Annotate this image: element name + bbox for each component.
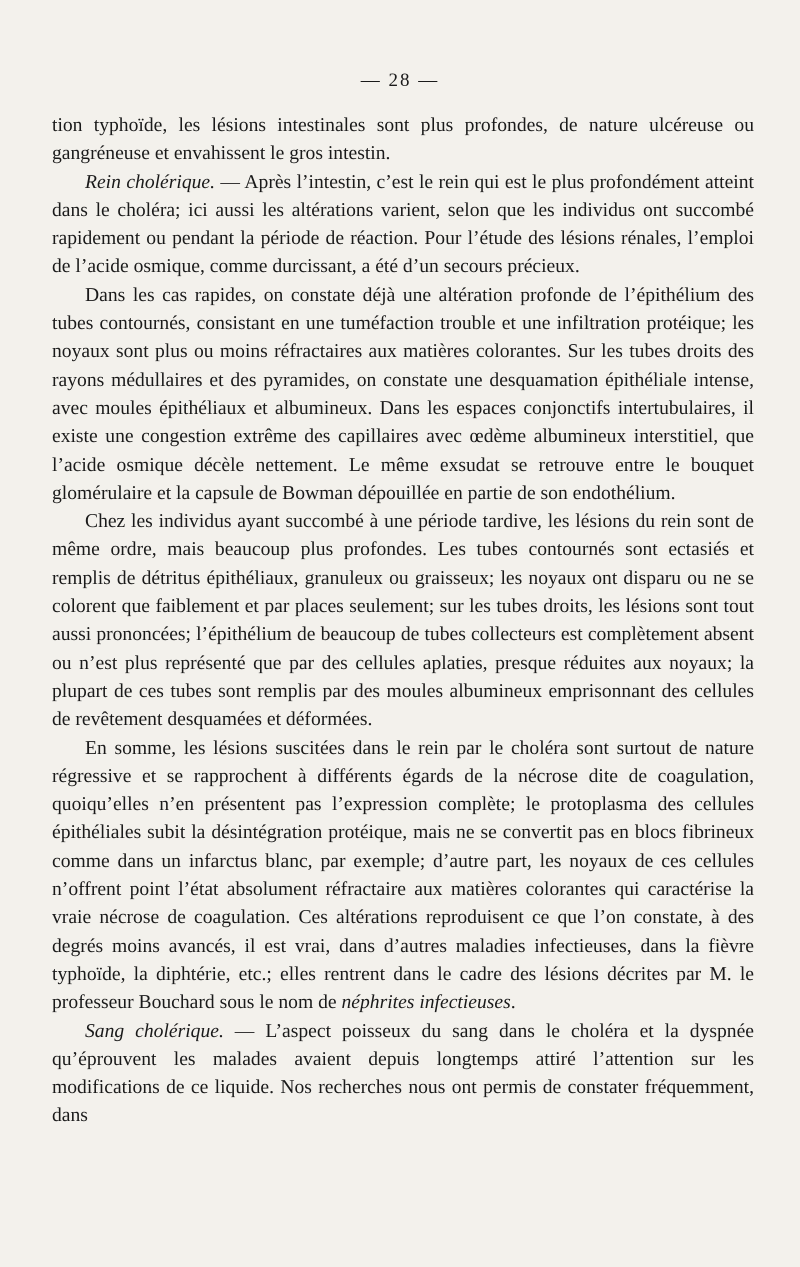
paragraph-cas-rapides: Dans les cas rapides, on constate déjà une altération profonde de l’épithélium des tubes contournés, consistant en une tuméfaction trouble et une infiltration protéique; les noyaux sont plus ou moins réfractaires aux matières colorantes. Sur les tubes droits des rayons médullaires et des pyramides, on constate une desquamation épithéliale intense, avec moules épithéliaux et albumineux. Dans les espaces conjonctifs intertubulaires, il existe une congestion extrême des capillaires avec œdème albumineux interstitiel, que l’acide osmique décèle nettement. Le même exsudat se retrouve entre le bouquet glomérulaire et la capsule de Bowman dépouillée en partie de son endothélium. [52, 284, 754, 504]
italic-term: néphrites infectieuses [341, 992, 511, 1014]
paragraph-periode-tardive: Chez les individus ayant succombé à une période tardive, les lésions du rein sont de même ordre, mais beaucoup plus profondes. Les tubes contournés sont ectasiés et remplis de détritus épithéliaux, granuleux ou graisseux; les noyaux ont disparu ou ne se colorent que faiblement et par places seulement; sur les tubes droits, les lésions sont tout aussi prononcées; l’épithélium de beaucoup de tubes collecteurs est complètement absent ou n’est plus représenté que par des cellules aplaties, presque réduites aux noyaux; la plupart de ces tubes sont remplis par des moules albumineux emprisonnant des cellules de revêtement desquamées et déformées. [52, 511, 754, 731]
paragraph-continued: tion typhoïde, les lésions intestinales sont plus profondes, de nature ulcéreuse ou gangréneuse et envahissent le gros intestin. [52, 115, 754, 165]
section-heading-sang-cholerique: Sang cholérique. [85, 1020, 224, 1042]
page-number: — 28 — [360, 70, 440, 91]
paragraph-rein-cholerique [52, 169, 754, 282]
paragraph-sang-cholerique [52, 1018, 754, 1131]
paragraph-text: En somme, les lésions suscitées dans le rein par le choléra sont surtout de nature régressive et se rapprochent à différents égards de la nécrose dite de coagulation, quoiqu’elles n’en présentent pas l’expression complète; le protoplasma des cellules épithéliales subit la désintégration protéique, mais ne se convertit pas en blocs fibrineux comme dans un infarctus blanc, par exemple; d’autre part, les noyaux de ces cellules n’offrent point l’état absolument réfractaire aux matières colorantes qui caractérise la vraie nécrose de coagulation. Ces altérations reproduisent ce que l’on constate, à des degrés moins avancés, il est vrai, dans d’autres maladies infectieuses, dans la fièvre typhoïde, la diphtérie, etc.; elles rentrent dans le cadre des lésions décrites par M. le professeur Bouchard sous le nom de [52, 737, 754, 1014]
paragraph-text: — L’aspect poisseux du sang dans le choléra et la dyspnée qu’éprouvent les malades avaient depuis longtemps attiré l’attention sur les modifications de ce liquide. Nos recherches nous ont permis de constater fréquemment, dans [52, 1020, 754, 1127]
paragraph-text: — Après l’intestin, c’est le rein qui est le plus profondément atteint dans le choléra; ici aussi les altérations varient, selon que les individus ont succombé rapidement ou pendant la période de réaction. Pour l’étude des lésions rénales, l’emploi de l’acide osmique, comme durcissant, a été d’un secours précieux. [52, 171, 754, 278]
page-body [52, 112, 754, 1131]
paragraph-tail: . [510, 992, 516, 1014]
section-heading-rein-cholerique: Rein cholérique. [85, 171, 216, 193]
paragraph-en-somme [52, 735, 754, 1018]
